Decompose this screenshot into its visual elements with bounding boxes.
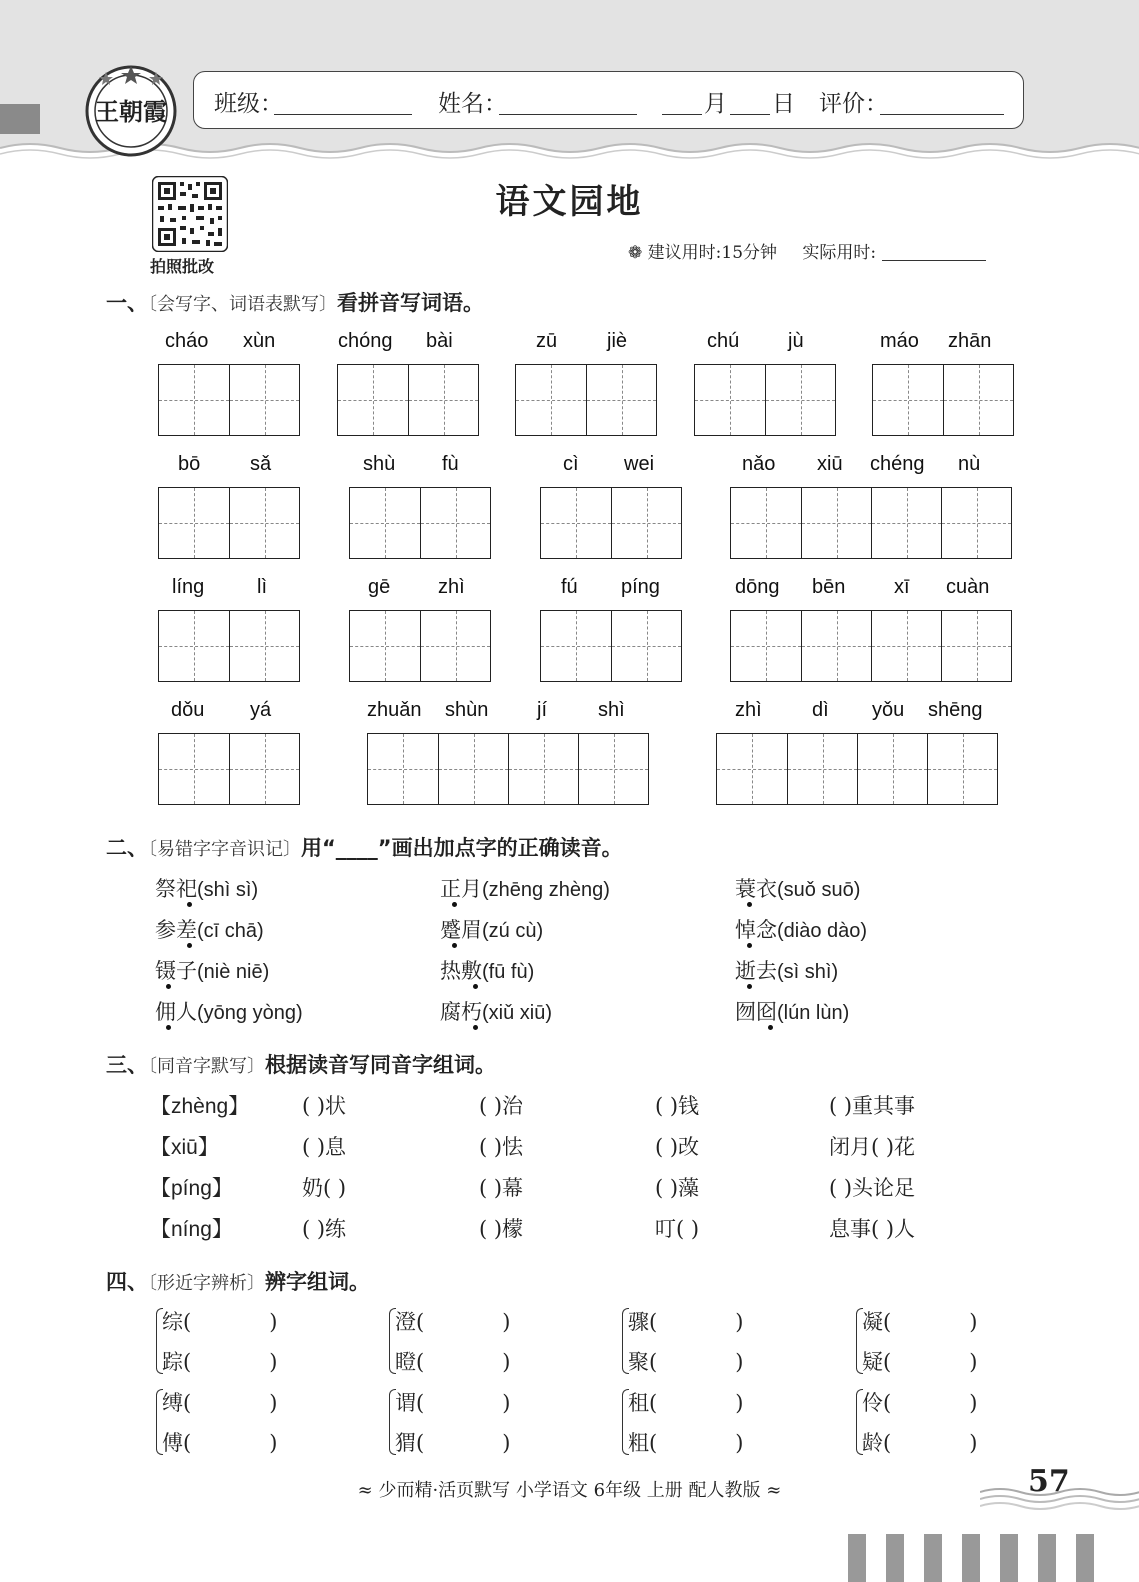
homophone-blank[interactable]: 息事( )人 <box>829 1217 916 1241</box>
item-pinyin-options[interactable]: (yōng yòng) <box>197 1002 303 1024</box>
section2-tag: 〔易错字字音识记〕 <box>148 839 301 860</box>
homophone-pinyin: 【níng】 <box>150 1218 233 1241</box>
homophone-blank[interactable]: ( )息 <box>302 1135 347 1159</box>
pinyin-label: xī <box>894 576 910 598</box>
char-close: ) <box>269 1391 278 1415</box>
char-open: 瞪( <box>395 1350 425 1374</box>
writing-grid[interactable] <box>872 364 1014 436</box>
day-field[interactable] <box>730 114 770 115</box>
section3-number: 三、 <box>106 1053 148 1077</box>
reading-item <box>440 873 610 903</box>
homophone-blank[interactable]: ( )怯 <box>479 1135 524 1159</box>
pinyin-label: shù <box>363 453 396 475</box>
similar-char-item[interactable] <box>395 1346 510 1376</box>
similar-char-item[interactable] <box>162 1387 277 1417</box>
pinyin-label: zhān <box>948 330 992 352</box>
homophone-key <box>150 1172 233 1202</box>
pinyin-label: zhì <box>438 576 465 598</box>
char-close: ) <box>269 1431 278 1455</box>
pinyin-label: wei <box>624 453 655 475</box>
pinyin-label: chéng <box>870 453 925 475</box>
pinyin-label: jiè <box>607 330 628 352</box>
similar-char-item[interactable] <box>628 1346 743 1376</box>
qr-label: 拍照批改 <box>150 257 215 276</box>
brand-logo <box>84 64 178 158</box>
homophone-blank[interactable]: ( )钱 <box>655 1094 700 1118</box>
section2-instruction: 用“____”画出加点字的正确读音。 <box>301 836 623 860</box>
section1-number: 一、 <box>106 291 148 315</box>
pinyin-label: shēng <box>928 699 983 721</box>
char-open: 粗( <box>628 1431 658 1455</box>
char-open: 谓( <box>395 1391 425 1415</box>
class-field[interactable] <box>274 114 412 115</box>
pinyin-label: yá <box>250 699 272 721</box>
similar-char-item[interactable] <box>395 1427 510 1457</box>
item-pinyin-options[interactable]: (lún lùn) <box>777 1002 850 1024</box>
writing-grid[interactable] <box>158 364 300 436</box>
similar-char-item[interactable] <box>628 1427 743 1457</box>
section1-heading <box>106 287 484 317</box>
reading-item <box>155 873 258 903</box>
pinyin-label: dì <box>812 699 829 721</box>
item-word: 蹙眉 <box>440 918 482 942</box>
char-close: ) <box>735 1391 744 1415</box>
section3-instruction: 根据读音写同音字组词。 <box>265 1053 496 1077</box>
similar-char-item[interactable] <box>862 1387 977 1417</box>
emphasis-dot <box>768 1025 773 1030</box>
pinyin-label: sǎ <box>250 453 272 475</box>
char-open: 疑( <box>862 1350 892 1374</box>
pinyin-label: zhì <box>735 699 762 721</box>
writing-grid[interactable] <box>158 610 300 682</box>
pinyin-label: dǒu <box>171 699 205 721</box>
char-close: ) <box>969 1391 978 1415</box>
item-word: 热敷 <box>440 959 482 983</box>
reading-item <box>155 996 303 1026</box>
homophone-blank[interactable]: ( )改 <box>655 1135 700 1159</box>
similar-char-item[interactable] <box>628 1306 743 1336</box>
section1-tag: 〔会写字、词语表默写〕 <box>148 294 337 315</box>
writing-grid[interactable] <box>540 487 682 559</box>
student-info-box <box>193 71 1024 129</box>
homophone-blank[interactable]: ( )藻 <box>655 1176 700 1200</box>
section4-number: 四、 <box>106 1270 148 1294</box>
char-close: ) <box>735 1310 744 1334</box>
char-open: 龄( <box>862 1431 892 1455</box>
item-pinyin-options[interactable]: (fū fù) <box>482 961 535 983</box>
reading-item <box>440 914 543 944</box>
item-pinyin-options[interactable]: (niè niē) <box>197 961 270 983</box>
similar-char-item[interactable] <box>162 1346 277 1376</box>
pinyin-label: bēn <box>812 576 846 598</box>
homophone-blank[interactable]: ( )重其事 <box>829 1094 916 1118</box>
pinyin-label: fù <box>442 453 459 475</box>
pinyin-label: chóng <box>338 330 393 352</box>
similar-char-item[interactable] <box>162 1306 277 1336</box>
emphasis-dot <box>473 1025 478 1030</box>
char-open: 租( <box>628 1391 658 1415</box>
emphasis-dot <box>747 943 752 948</box>
homophone-blank[interactable]: ( )状 <box>302 1094 347 1118</box>
homophone-key <box>150 1213 233 1243</box>
section4-instruction: 辨字组词。 <box>265 1270 370 1294</box>
pinyin-label: zhuǎn <box>367 699 422 721</box>
emphasis-dot <box>452 902 457 907</box>
pinyin-label: píng <box>621 576 660 598</box>
char-open: 缚( <box>162 1391 192 1415</box>
item-word: 佣人 <box>155 1000 197 1024</box>
reading-item <box>155 955 269 985</box>
reading-item <box>735 873 860 903</box>
item-word: 囫囵 <box>735 1000 777 1024</box>
char-close: ) <box>502 1350 511 1374</box>
char-open: 澄( <box>395 1310 425 1334</box>
char-close: ) <box>735 1350 744 1374</box>
item-pinyin-options[interactable]: (suǒ suō) <box>777 879 861 901</box>
page-title: 语文园地 <box>495 182 644 222</box>
item-pinyin-options[interactable]: (sì shì) <box>777 961 839 983</box>
section3-tag: 〔同音字默写〕 <box>148 1056 265 1077</box>
logo-seal-icon <box>84 64 178 158</box>
pinyin-label: lì <box>257 576 267 598</box>
month-label: 月 <box>704 91 727 117</box>
similar-char-item[interactable] <box>395 1387 510 1417</box>
section2-number: 二、 <box>106 836 148 860</box>
char-close: ) <box>969 1431 978 1455</box>
writing-grid[interactable] <box>540 610 682 682</box>
char-open: 聚( <box>628 1350 658 1374</box>
homophone-pinyin: 【zhèng】 <box>150 1095 250 1118</box>
item-word: 蓑衣 <box>735 877 777 901</box>
writing-grid[interactable] <box>716 733 998 805</box>
item-word: 参差 <box>155 918 197 942</box>
pinyin-label: yǒu <box>872 699 905 721</box>
item-pinyin-options[interactable]: (zú cù) <box>482 920 544 942</box>
pinyin-label: bō <box>178 453 201 475</box>
eval-label: 评价： <box>819 91 888 117</box>
side-tab-decoration <box>0 104 40 134</box>
suggested-time: 建议用时:15分钟 <box>647 243 778 263</box>
char-close: ) <box>269 1350 278 1374</box>
pinyin-label: cì <box>563 453 579 475</box>
char-open: 猬( <box>395 1431 425 1455</box>
clock-icon: ❁ <box>628 243 643 263</box>
homophone-blank[interactable]: ( )幕 <box>479 1176 524 1200</box>
time-info <box>628 238 986 263</box>
pinyin-label: cháo <box>165 330 209 352</box>
section4-heading <box>106 1266 370 1296</box>
reading-item <box>440 996 552 1026</box>
char-close: ) <box>502 1310 511 1334</box>
homophone-pinyin: 【xiū】 <box>150 1136 219 1159</box>
emphasis-dot <box>473 984 478 989</box>
name-label: 姓名： <box>438 91 507 117</box>
pinyin-label: cuàn <box>946 576 990 598</box>
writing-grid[interactable] <box>349 487 491 559</box>
reading-item <box>735 955 838 985</box>
pinyin-label: jí <box>537 699 547 721</box>
item-word: 祭祀 <box>155 877 197 901</box>
char-close: ) <box>502 1431 511 1455</box>
char-open: 傅( <box>162 1431 192 1455</box>
homophone-blank[interactable]: ( )练 <box>302 1217 347 1241</box>
section1-instruction: 看拼音写词语。 <box>337 291 484 315</box>
pinyin-label: shì <box>598 699 625 721</box>
emphasis-dot <box>187 902 192 907</box>
item-pinyin-options[interactable]: (zhēng zhèng) <box>482 879 610 901</box>
char-close: ) <box>735 1431 744 1455</box>
pinyin-label: dōng <box>735 576 780 598</box>
pinyin-label: nǎo <box>742 453 776 475</box>
item-word: 逝去 <box>735 959 777 983</box>
item-pinyin-options[interactable]: (diào dào) <box>777 920 868 942</box>
pinyin-label: bài <box>426 330 453 352</box>
item-word: 正月 <box>440 877 482 901</box>
pinyin-label: shùn <box>445 699 489 721</box>
char-open: 综( <box>162 1310 192 1334</box>
section3-heading <box>106 1049 496 1079</box>
pinyin-label: chú <box>707 330 740 352</box>
char-open: 凝( <box>862 1310 892 1334</box>
item-word: 镊子 <box>155 959 197 983</box>
pinyin-label: nù <box>958 453 981 475</box>
emphasis-dot <box>187 943 192 948</box>
homophone-blank[interactable]: ( )檬 <box>479 1217 524 1241</box>
day-label: 日 <box>772 91 795 117</box>
footer-text: ≈ 少而精·活页默写 小学语文 6年级 上册 配人教版 ≈ <box>357 1480 782 1501</box>
char-close: ) <box>969 1310 978 1334</box>
homophone-blank[interactable]: ( )治 <box>479 1094 524 1118</box>
writing-grid[interactable] <box>337 364 479 436</box>
pinyin-label: máo <box>880 330 919 352</box>
char-close: ) <box>502 1391 511 1415</box>
pinyin-label: xùn <box>243 330 276 352</box>
item-pinyin-options[interactable]: (shì sì) <box>197 879 259 901</box>
similar-char-item[interactable] <box>862 1427 977 1457</box>
emphasis-dot <box>166 1025 171 1030</box>
emphasis-dot <box>747 902 752 907</box>
reading-item <box>155 914 264 944</box>
pinyin-label: líng <box>172 576 205 598</box>
similar-char-item[interactable] <box>395 1306 510 1336</box>
month-field[interactable] <box>662 114 702 115</box>
class-label: 班级： <box>214 91 283 117</box>
pinyin-label: gē <box>368 576 391 598</box>
similar-char-item[interactable] <box>628 1387 743 1417</box>
reading-item <box>735 996 849 1026</box>
char-open: 伶( <box>862 1391 892 1415</box>
writing-grid[interactable] <box>158 487 300 559</box>
writing-grid[interactable] <box>730 610 1012 682</box>
pinyin-label: fú <box>561 576 578 598</box>
emphasis-dot <box>166 984 171 989</box>
writing-grid[interactable] <box>158 733 300 805</box>
similar-char-item[interactable] <box>162 1427 277 1457</box>
homophone-key <box>150 1131 219 1161</box>
actual-time-field[interactable] <box>882 260 986 261</box>
pinyin-label: xiū <box>817 453 843 475</box>
item-word: 腐朽 <box>440 1000 482 1024</box>
homophone-pinyin: 【píng】 <box>150 1177 233 1200</box>
homophone-blank[interactable]: 闭月( )花 <box>829 1135 916 1159</box>
writing-grid[interactable] <box>730 487 1012 559</box>
emphasis-dot <box>747 984 752 989</box>
name-field[interactable] <box>499 114 637 115</box>
char-open: 踪( <box>162 1350 192 1374</box>
actual-time-label: 实际用时: <box>802 243 877 263</box>
homophone-blank[interactable]: ( )头论足 <box>829 1176 916 1200</box>
eval-field[interactable] <box>880 114 1004 115</box>
writing-grid[interactable] <box>694 364 836 436</box>
reading-item <box>735 914 867 944</box>
pinyin-label: zū <box>536 330 558 352</box>
pinyin-label: jù <box>788 330 804 352</box>
section2-heading <box>106 832 623 862</box>
writing-grid[interactable] <box>349 610 491 682</box>
item-word: 悼念 <box>735 918 777 942</box>
section4-tag: 〔形近字辨析〕 <box>148 1273 265 1294</box>
homophone-key <box>150 1090 249 1120</box>
homophone-blank[interactable]: 奶( ) <box>302 1176 347 1200</box>
char-close: ) <box>969 1350 978 1374</box>
page-number: 57 <box>1028 1464 1070 1499</box>
writing-grid[interactable] <box>515 364 657 436</box>
char-open: 骤( <box>628 1310 658 1334</box>
reading-item <box>440 955 534 985</box>
item-pinyin-options[interactable]: (xiǔ xiū) <box>482 1002 553 1024</box>
svg-text:王朝霞: 王朝霞 <box>95 97 167 126</box>
writing-grid[interactable] <box>367 733 649 805</box>
similar-char-item[interactable] <box>862 1346 977 1376</box>
item-pinyin-options[interactable]: (cī chā) <box>197 920 264 942</box>
similar-char-item[interactable] <box>862 1306 977 1336</box>
emphasis-dot <box>452 943 457 948</box>
char-close: ) <box>269 1310 278 1334</box>
homophone-blank[interactable]: 叮( ) <box>655 1217 700 1241</box>
